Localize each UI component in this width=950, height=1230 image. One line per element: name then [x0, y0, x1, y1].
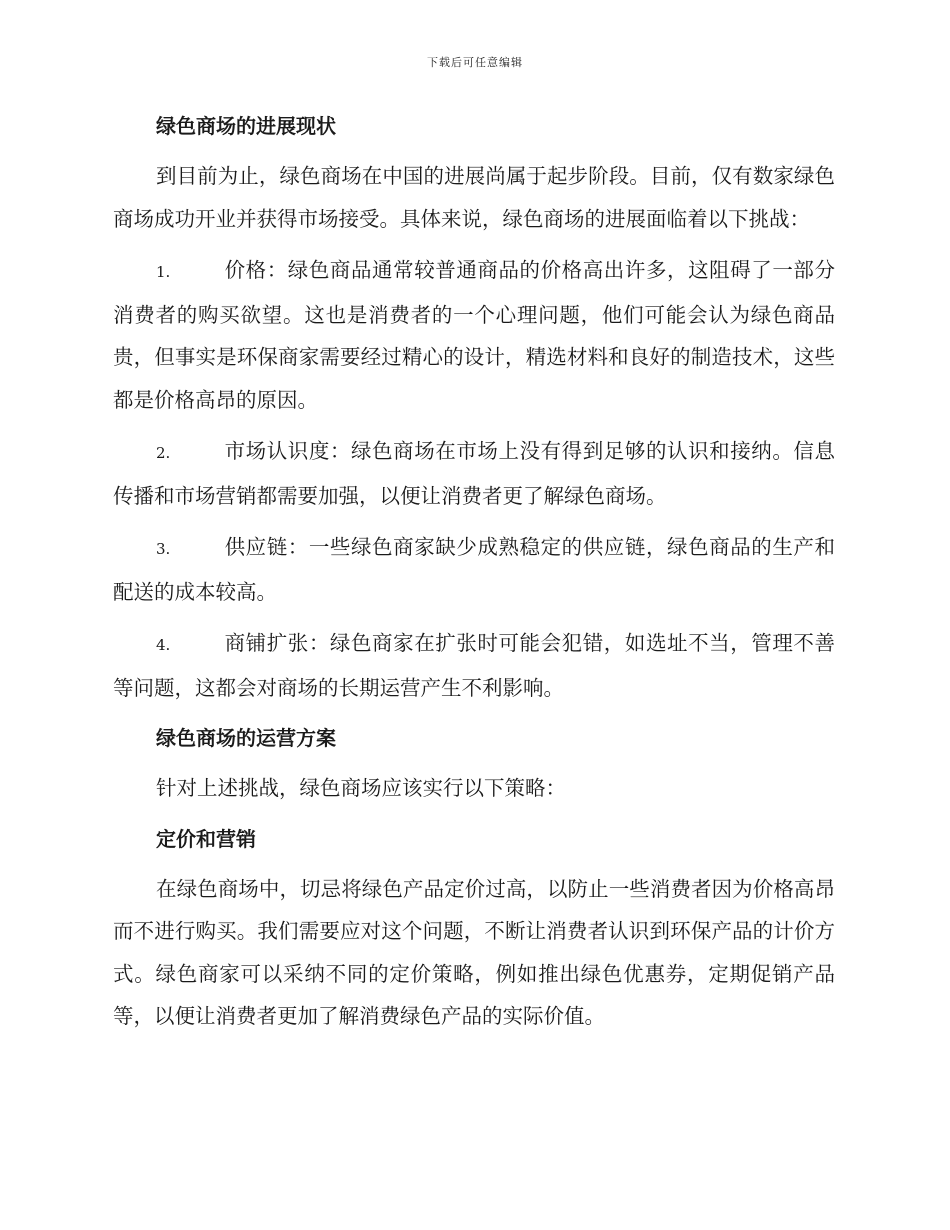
document-body	[113, 106, 835, 1047]
list-item-text: 价格：绿色商品通常较普通商品的价格高出许多，这阻碍了一部分消费者的购买欲望。这也是消费者的一个心理问题，他们可能会认为绿色商品贵，但事实是环保商家需要经过精心的设计，精选材料和良好的制造技术，这些都是价格高昂的原因。	[113, 258, 835, 412]
list-item-text: 市场认识度：绿色商场在市场上没有得到足够的认识和接纳。信息传播和市场营销都需要加强，以便让消费者更了解绿色商场。	[113, 439, 835, 508]
page-header: 下载后可任意编辑	[427, 56, 523, 69]
list-number: 2.	[156, 444, 171, 462]
list-number: 1.	[156, 263, 171, 281]
section-heading-pricing: 定价和营销	[156, 826, 256, 851]
paragraph-progress-intro: 到目前为止，绿色商场在中国的进展尚属于起步阶段。目前，仅有数家绿色商场成功开业并获得市场接受。具体来说，绿色商场的进展面临着以下挑战：	[113, 164, 835, 231]
list-number: 4.	[156, 636, 171, 654]
list-item	[113, 430, 835, 517]
list-item-text: 供应链：一些绿色商家缺少成熟稳定的供应链，绿色商品的生产和配送的成本较高。	[113, 535, 835, 604]
paragraph-pricing: 在绿色商场中，切忌将绿色产品定价过高，以防止一些消费者因为价格高昂而不进行购买。我们需要应对这个问题，不断让消费者认识到环保产品的计价方式。绿色商家可以采纳不同的定价策略，例如推出绿色优惠券，定期促销产品等，以便让消费者更加了解消费绿色产品的实际价值。	[113, 876, 835, 1028]
paragraph-operation-intro: 针对上述挑战，绿色商场应该实行以下策略：	[156, 776, 566, 800]
list-item	[113, 622, 835, 709]
list-item	[113, 526, 835, 613]
list-item-text: 商铺扩张：绿色商家在扩张时可能会犯错，如选址不当，管理不善等问题，这都会对商场的长期运营产生不利影响。	[113, 631, 835, 700]
list-item	[113, 249, 835, 421]
list-number: 3.	[156, 540, 171, 558]
section-heading-progress: 绿色商场的进展现状	[156, 114, 336, 138]
section-heading-operation: 绿色商场的运营方案	[156, 726, 336, 750]
